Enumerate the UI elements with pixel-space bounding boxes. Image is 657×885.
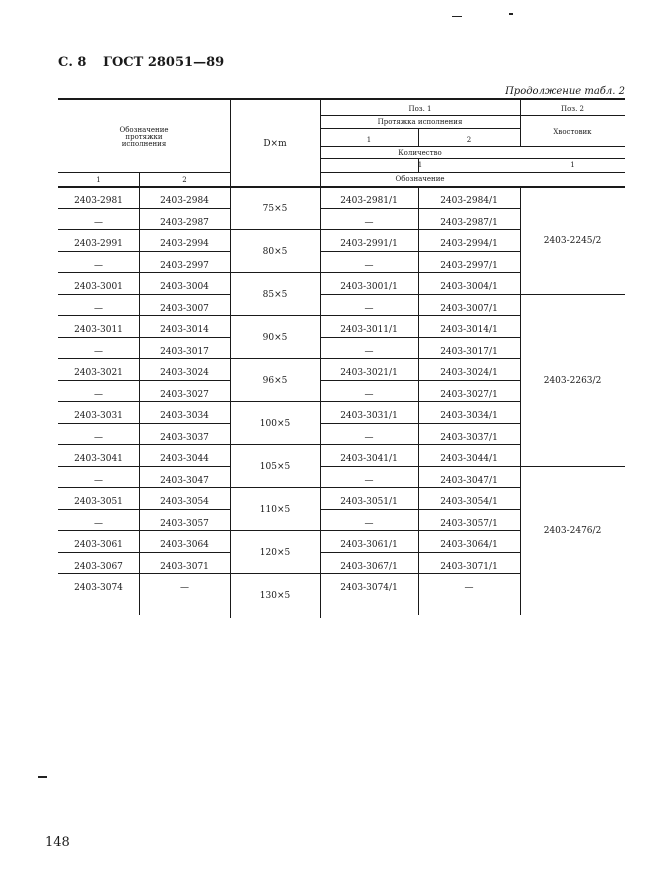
table-cell-pos1-exec2: 2403-3034/1 (440, 411, 498, 421)
table-top-rule (58, 98, 625, 100)
row-rule (320, 380, 520, 381)
row-rule (58, 229, 230, 230)
table-cell-exec2: 2403-3034 (160, 411, 209, 421)
table-cell-exec1: 2403-3021 (74, 368, 123, 378)
row-rule (320, 509, 520, 510)
table-cell-pos1-exec2: 2403-3004/1 (440, 282, 498, 292)
dm-rule (230, 315, 320, 316)
dm-value: 130×5 (259, 590, 291, 601)
designation-header: протяжки (125, 133, 163, 141)
table-cell-pos1-exec1: 2403-3061/1 (340, 540, 398, 550)
table-cell-exec1: — (94, 475, 103, 486)
table-cell-exec2: 2403-3037 (160, 432, 209, 443)
table-cell-pos1-exec2: 2403-3024/1 (440, 368, 498, 378)
table-cell-exec2: 2403-3004 (160, 282, 209, 292)
row-rule (320, 423, 520, 424)
dm-rule (230, 272, 320, 273)
dm-value: 80×5 (262, 246, 288, 257)
designation-header: Обозначение (119, 126, 169, 134)
table-cell-pos1-exec1: 2403-2981/1 (340, 196, 398, 206)
table-cell-exec1: — (94, 217, 103, 228)
scan-speck (38, 776, 47, 778)
designation-rule (58, 172, 230, 173)
table-cell-exec2: 2403-3044 (160, 454, 209, 464)
qty1-header: 1 (417, 161, 423, 169)
row-rule (320, 487, 520, 488)
dm-rule (230, 401, 320, 402)
table-cell-exec2: 2403-3071 (160, 561, 209, 572)
row-rule (320, 552, 520, 553)
table-cell-exec2: 2403-3047 (160, 475, 209, 486)
scan-speck (509, 13, 513, 15)
table-cell-pos1-exec2: 2403-3044/1 (440, 454, 498, 464)
table-cell-pos1-exec1: — (364, 260, 374, 271)
dm-value: 85×5 (262, 289, 288, 300)
table-cell-exec1: 2403-3001 (74, 282, 123, 292)
table-cell-exec1: 2403-3051 (74, 497, 123, 507)
dm-value: 120×5 (259, 547, 291, 558)
designation-header: исполнения (121, 140, 167, 148)
table-cell-pos1-exec2: 2403-3071/1 (440, 561, 498, 572)
table-cell-exec2: 2403-3024 (160, 368, 209, 378)
row-rule (320, 315, 520, 316)
table-cell-pos1-exec1: — (364, 303, 374, 314)
table-cell-pos1-exec2: — (464, 583, 474, 593)
table-cell-exec2: 2403-2987 (160, 217, 209, 228)
row-rule (320, 573, 520, 574)
table-cell-pos1-exec2: 2403-3017/1 (440, 346, 498, 357)
table-cell-exec1: 2403-3031 (74, 411, 123, 421)
shank-header: Хвостовик (553, 128, 592, 136)
table-cell-pos1-exec2: 2403-3027/1 (440, 389, 498, 400)
col1-header: 1 (96, 176, 101, 184)
table-cell-exec2: 2403-3027 (160, 389, 209, 400)
quantity-header: Количество (398, 149, 442, 157)
table-cell-pos1-exec1: 2403-3021/1 (340, 368, 398, 378)
exec2-header: 2 (466, 136, 472, 144)
header-bottom-rule (58, 186, 625, 188)
quantity-rule (320, 158, 625, 159)
page-number: 148 (45, 835, 70, 850)
header-standard: ГОСТ 28051—89 (103, 55, 225, 70)
dm-rule (230, 487, 320, 488)
row-rule (58, 358, 230, 359)
table-cell-pos1-exec1: 2403-2991/1 (340, 239, 398, 249)
shank-value: 2403-2245/2 (543, 235, 602, 246)
row-rule (320, 401, 520, 402)
shank-rule (520, 294, 625, 295)
exec-number-rule (320, 146, 625, 147)
row-rule (58, 487, 230, 488)
broach-exec-rule (320, 128, 520, 129)
table-cell-pos1-exec1: — (364, 475, 374, 486)
row-rule (58, 423, 230, 424)
row-rule (320, 229, 520, 230)
row-rule (320, 208, 520, 209)
dm-rule (230, 358, 320, 359)
row-rule (320, 272, 520, 273)
shank-value: 2403-2476/2 (543, 526, 602, 536)
row-rule (320, 530, 520, 531)
table-cell-exec2: 2403-3007 (160, 303, 209, 314)
shank-rule (520, 466, 625, 467)
table-cell-pos1-exec2: 2403-3014/1 (440, 325, 498, 335)
table-cell-exec1: 2403-3041 (74, 454, 123, 464)
table-cell-exec2: 2403-2984 (160, 196, 209, 206)
row-rule (58, 466, 230, 467)
table-cell-pos1-exec1: 2403-3031/1 (340, 411, 398, 421)
row-rule (320, 466, 520, 467)
scan-speck (452, 16, 462, 17)
col2-header: 2 (182, 176, 187, 184)
shank-value: 2403-2263/2 (543, 375, 602, 386)
col-rule-pos2 (520, 186, 521, 615)
pos1-header: Поз. 1 (408, 105, 432, 113)
table-cell-exec2: 2403-3057 (160, 518, 209, 529)
table-cell-pos1-exec1: 2403-3051/1 (340, 497, 398, 507)
row-rule (320, 444, 520, 445)
row-rule (58, 401, 230, 402)
table-cell-pos1-exec1: — (364, 346, 374, 357)
pos2-header: Поз. 2 (560, 105, 585, 113)
table-cell-exec1: 2403-3067 (74, 561, 123, 572)
table-cell-pos1-exec2: 2403-2994/1 (440, 239, 498, 249)
dm-rule (230, 444, 320, 445)
table-cell-exec1: 2403-3074 (74, 583, 123, 593)
pos-header-rule (320, 115, 625, 116)
table-cell-exec2: — (180, 583, 189, 593)
table-cell-exec1: 2403-2991 (74, 239, 123, 249)
dm-rule (230, 573, 320, 574)
row-rule (320, 358, 520, 359)
table-cell-exec2: 2403-3064 (160, 540, 209, 550)
broach-exec-header: Протяжка исполнения (377, 118, 463, 126)
dm-value: 100×5 (259, 418, 291, 429)
row-rule (320, 294, 520, 295)
qty2-header: 1 (570, 161, 575, 169)
table-cell-exec1: — (94, 303, 103, 314)
table-cell-exec2: 2403-3054 (160, 497, 209, 507)
table-cell-exec2: 2403-3014 (160, 325, 209, 335)
dm-value: 96×5 (262, 375, 288, 386)
table-cell-exec2: 2403-3017 (160, 346, 209, 357)
row-rule (320, 251, 520, 252)
table-cell-pos1-exec2: 2403-2987/1 (440, 217, 498, 228)
row-rule (58, 208, 230, 209)
table-cell-exec2: 2403-2994 (160, 239, 209, 249)
oboz-header: Обозначение (395, 175, 445, 183)
table-cell-pos1-exec1: — (364, 389, 374, 400)
dm-value: 105×5 (259, 461, 291, 472)
row-rule (58, 552, 230, 553)
table-cell-exec1: — (94, 346, 103, 357)
row-rule (58, 444, 230, 445)
table-cell-pos1-exec1: 2403-3041/1 (340, 454, 398, 464)
table-cell-exec1: 2403-3061 (74, 540, 123, 550)
dm-value: 75×5 (262, 203, 288, 214)
table-cell-exec2: 2403-2997 (160, 260, 209, 271)
dm-header: D×m (263, 139, 287, 149)
exec1-header: 1 (366, 136, 372, 144)
header-page-label: С. 8 (58, 55, 87, 70)
qty-number-rule (320, 172, 625, 173)
table-cell-exec1: 2403-2981 (74, 196, 123, 206)
table-cell-pos1-exec2: 2403-3037/1 (440, 432, 498, 443)
table-cell-pos1-exec1: — (364, 432, 374, 443)
dm-rule (230, 530, 320, 531)
table-cell-pos1-exec1: 2403-3011/1 (340, 325, 398, 335)
table-cell-pos1-exec2: 2403-3057/1 (440, 518, 498, 529)
table-cell-exec1: 2403-3011 (74, 325, 123, 335)
table-cell-pos1-exec2: 2403-2984/1 (440, 196, 498, 206)
dm-rule (230, 229, 320, 230)
row-rule (58, 573, 230, 574)
row-rule (58, 251, 230, 252)
table-cell-exec1: — (94, 260, 103, 271)
table-cell-pos1-exec2: 2403-3064/1 (440, 540, 498, 550)
table-cell-pos1-exec1: — (364, 217, 374, 228)
table-cell-exec1: — (94, 518, 103, 529)
row-rule (320, 337, 520, 338)
row-rule (58, 315, 230, 316)
table-cell-pos1-exec1: 2403-3001/1 (340, 282, 398, 292)
table-cell-pos1-exec2: 2403-3047/1 (440, 475, 498, 486)
table-cell-pos1-exec1: — (364, 518, 374, 529)
dm-value: 110×5 (259, 504, 291, 515)
continuation-note: Продолжение табл. 2 (505, 86, 625, 97)
table-cell-pos1-exec2: 2403-3007/1 (440, 303, 498, 314)
table-cell-exec1: — (94, 432, 103, 443)
row-rule (58, 530, 230, 531)
table-cell-exec1: — (94, 389, 103, 400)
dm-value: 90×5 (262, 332, 288, 343)
table-cell-pos1-exec2: 2403-2997/1 (440, 260, 498, 271)
table-cell-pos1-exec2: 2403-3054/1 (440, 497, 498, 507)
row-rule (58, 294, 230, 295)
table-cell-pos1-exec1: 2403-3067/1 (340, 561, 398, 572)
row-rule (58, 380, 230, 381)
row-rule (58, 509, 230, 510)
row-rule (58, 337, 230, 338)
table-cell-pos1-exec1: 2403-3074/1 (340, 583, 398, 593)
row-rule (58, 272, 230, 273)
